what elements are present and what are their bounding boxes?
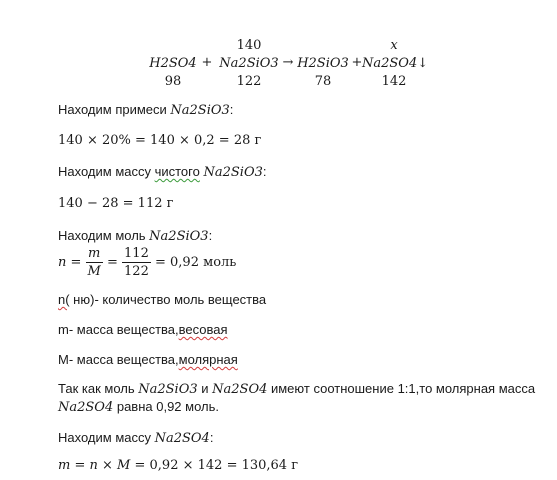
line-text: Находим моль: [58, 228, 150, 243]
product-2-formula: Na2SO4↓: [362, 56, 429, 71]
calc-product-mass: [58, 458, 298, 473]
denominator: M: [87, 264, 101, 279]
colon: :: [208, 228, 213, 243]
definition-M: [58, 352, 238, 367]
product-1-mass: 78: [314, 74, 332, 89]
symbol-M: M: [58, 352, 69, 367]
plus-sign: +: [201, 55, 213, 70]
var-m: m: [58, 458, 71, 473]
reactant-2-formula: Na2SiO3: [219, 56, 279, 71]
colon: :: [229, 102, 234, 117]
formula: Na2SO4: [58, 400, 114, 415]
line-text: Находим примеси: [58, 102, 171, 117]
reactant-1-formula: H2SO4: [149, 56, 197, 71]
colon: :: [209, 430, 214, 445]
definition-n: [58, 292, 266, 307]
line-text: равна 0,92 моль.: [113, 399, 219, 414]
definition-m: [58, 322, 228, 337]
line-text: и: [197, 381, 213, 396]
reactant-2-amount: 140: [236, 38, 262, 53]
result: = 0,92 × 142 = 130,64 г: [130, 458, 299, 473]
formula: Na2SO4: [154, 431, 210, 446]
calc-pure-mass: 140 − 28 = 112 г: [58, 196, 174, 211]
formula: Na2SiO3: [170, 103, 230, 118]
result: = 0,92 моль: [150, 255, 237, 270]
formula: Na2SiO3: [203, 165, 263, 180]
formula: Na2SiO3: [138, 382, 198, 397]
numerator: 112: [124, 246, 149, 261]
ratio-statement-cont: [58, 399, 219, 415]
colon: :: [262, 164, 267, 179]
product-1-formula: H2SiO3: [297, 56, 349, 71]
reactant-2-mass: 122: [236, 74, 262, 89]
text-line-impurities: [58, 102, 233, 118]
line-text: Находим массу: [58, 164, 155, 179]
calc-impurities: 140 × 20% = 140 × 0,2 = 28 г: [58, 133, 262, 148]
line-text: имеют соотношение 1:1,то молярная масса: [267, 381, 536, 396]
calc-moles: [58, 246, 236, 279]
fraction-values: [122, 246, 151, 279]
symbol-n: n(: [58, 292, 70, 307]
definition-text: - масса вещества,: [68, 322, 179, 337]
formula: Na2SO4: [212, 382, 268, 397]
fraction-m-over-M: [86, 246, 103, 279]
product-2-unknown: x: [390, 38, 398, 53]
text-line-pure-mass: [58, 164, 267, 180]
equals: =: [102, 255, 123, 270]
spell-marked-word: молярная: [178, 352, 238, 367]
numerator: m: [86, 246, 103, 263]
line-text: Находим массу: [58, 430, 155, 445]
var-M: M: [117, 458, 131, 473]
text-line-product-mass: [58, 430, 213, 446]
denominator: 122: [124, 264, 149, 279]
var-n: n: [58, 255, 67, 270]
text-line-moles: [58, 228, 212, 244]
reaction-arrow: →: [282, 55, 294, 70]
reactant-1-mass: 98: [164, 74, 182, 89]
ratio-statement: [58, 381, 535, 397]
var-n: n: [89, 458, 98, 473]
product-2-mass: 142: [381, 74, 407, 89]
equals: =: [66, 255, 86, 270]
line-text: Так как моль: [58, 381, 139, 396]
spell-marked-word: весовая: [178, 322, 228, 337]
symbol-m: m: [58, 322, 69, 337]
symbol-note: ню): [69, 292, 95, 307]
definition-text: - количество моль вещества: [94, 292, 267, 307]
equals: =: [70, 458, 90, 473]
times: ×: [97, 458, 118, 473]
formula: Na2SiO3: [149, 229, 209, 244]
definition-text: - масса вещества,: [68, 352, 179, 367]
grammar-marked-word: чистого: [154, 164, 200, 179]
plus-sign-2: +: [351, 55, 363, 70]
